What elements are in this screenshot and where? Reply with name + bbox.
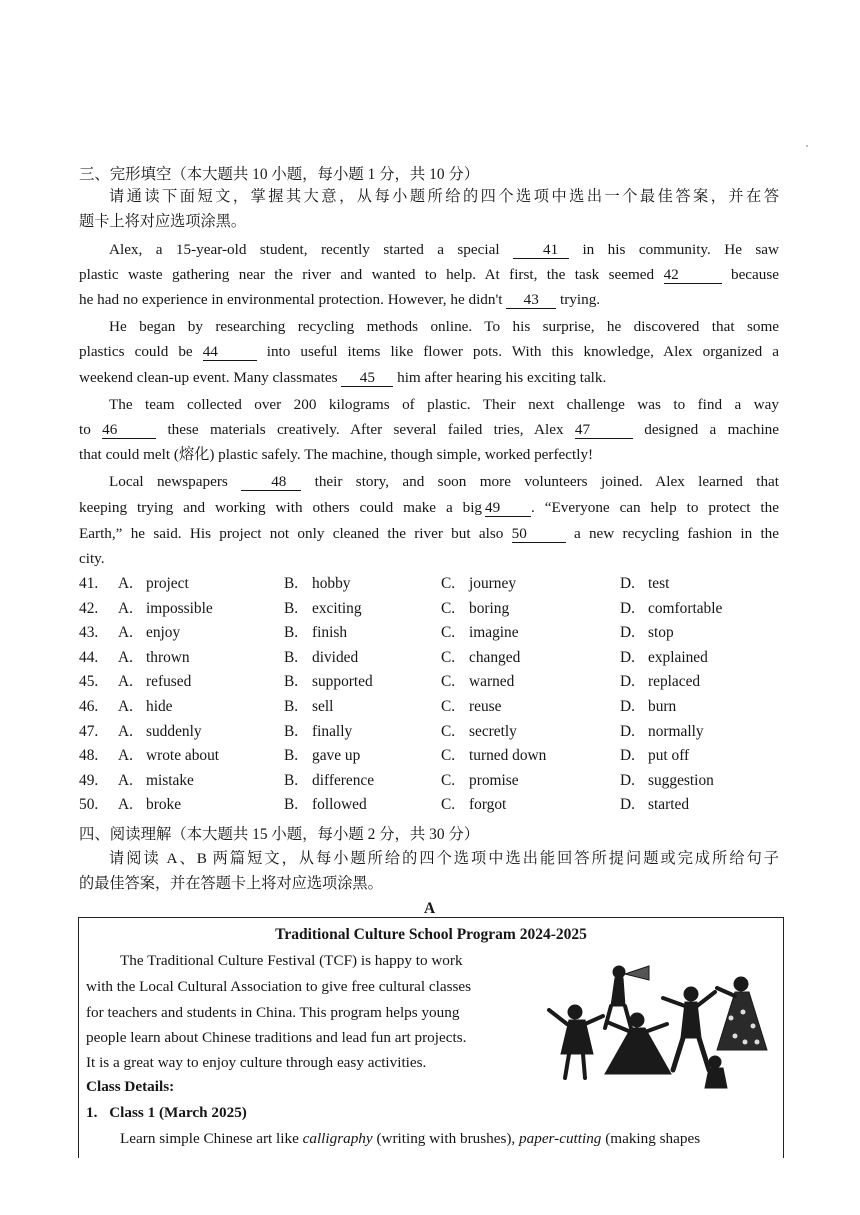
- question-number: 46.: [79, 698, 99, 715]
- option-c-text: imagine: [469, 624, 519, 641]
- blank-49: 49: [485, 499, 531, 517]
- passage-text: he had no experience in environmental protection. However, he didn't: [79, 291, 503, 308]
- section4-heading: 四、阅读理解（本大题共 15 小题，每小题 2 分，共 30 分）: [79, 826, 480, 843]
- class1-text: (writing with brushes),: [372, 1130, 520, 1147]
- passage-line-2: [79, 264, 779, 286]
- option-c-text: warned: [469, 673, 515, 690]
- passage-line-5: [79, 341, 779, 363]
- program-line-2: with the Local Cultural Association to give free cultural classes: [86, 978, 472, 995]
- option-a-text: refused: [146, 673, 192, 690]
- option-letter-b: B.: [284, 624, 299, 641]
- passage-line-3: [79, 289, 779, 311]
- option-letter-b: B.: [284, 747, 299, 764]
- scan-speck: [806, 145, 808, 147]
- option-letter-d: D.: [620, 649, 635, 666]
- option-a-text: impossible: [146, 600, 213, 617]
- option-c-text: reuse: [469, 698, 502, 715]
- option-b-text: finally: [312, 723, 353, 740]
- blank-50: 50: [512, 525, 566, 543]
- passage-line-13: city.: [79, 550, 105, 567]
- option-letter-d: D.: [620, 747, 635, 764]
- question-number: 45.: [79, 673, 99, 690]
- passage-line-7: The team collected over 200 kilograms of plastic. Their next challenge was to find a way: [109, 396, 779, 413]
- option-d-text: burn: [648, 698, 677, 715]
- class1-number: 1.: [86, 1104, 98, 1121]
- passage-line-9: that could melt (熔化) plastic safely. The machine, though simple, worked perfectly!: [79, 446, 594, 463]
- passage-text: a new recycling fashion in the: [573, 525, 780, 542]
- option-a-text: project: [146, 575, 189, 592]
- option-letter-c: C.: [441, 649, 456, 666]
- program-line-5: It is a great way to enjoy culture through easy activities.: [86, 1054, 427, 1071]
- passage-line-6: [79, 367, 779, 389]
- option-a-text: thrown: [146, 649, 190, 666]
- passage-text: Earth,” he said. His project not only cleaned the river but also: [79, 525, 504, 542]
- question-number: 44.: [79, 649, 99, 666]
- passage-line-8: [79, 419, 779, 441]
- option-letter-a: A.: [118, 747, 133, 764]
- option-letter-d: D.: [620, 772, 635, 789]
- question-number: 48.: [79, 747, 99, 764]
- passage-line-12: [79, 523, 779, 545]
- option-c-text: promise: [469, 772, 519, 789]
- question-number: 49.: [79, 772, 99, 789]
- option-letter-d: D.: [620, 673, 635, 690]
- passage-line-11: [79, 497, 779, 519]
- option-b-text: finish: [312, 624, 348, 641]
- passage-text: keeping trying and working with others could make a big: [79, 499, 483, 516]
- option-b-text: supported: [312, 673, 373, 690]
- passage-text: designed a machine: [644, 421, 780, 438]
- section3-heading: 三、完形填空（本大题共 10 小题，每小题 1 分，共 10 分）: [79, 166, 480, 183]
- option-letter-a: A.: [118, 772, 133, 789]
- option-b-text: difference: [312, 772, 375, 789]
- option-letter-d: D.: [620, 698, 635, 715]
- passage-text: their story, and soon more volunteers joined. Alex learned that: [314, 473, 780, 490]
- option-d-text: put off: [648, 747, 690, 764]
- blank-42: 42: [664, 266, 722, 284]
- question-number: 50.: [79, 796, 99, 813]
- option-letter-c: C.: [441, 575, 456, 592]
- option-letter-a: A.: [118, 796, 133, 813]
- passage-text: . “Everyone can help to protect the: [531, 499, 779, 516]
- option-letter-b: B.: [284, 723, 299, 740]
- section4-instruction-1: 请阅读 A、B 两篇短文，从每小题所给的四个选项中选出能回答所提问题或完成所给句子: [109, 850, 779, 867]
- blank-48: 48: [241, 473, 301, 491]
- blank-43: 43: [506, 291, 556, 309]
- question-number: 47.: [79, 723, 99, 740]
- option-letter-d: D.: [620, 600, 635, 617]
- option-letter-c: C.: [441, 600, 456, 617]
- option-letter-a: A.: [118, 698, 133, 715]
- option-d-text: replaced: [648, 673, 701, 690]
- passage-text: into useful items like flower pots. With this knowledge, Alex organized a: [266, 343, 780, 360]
- passage-line-4: He began by researching recycling methods online. To his surprise, he discovered that some: [109, 318, 779, 335]
- option-a-text: hide: [146, 698, 173, 715]
- passage-text: Local newspapers: [109, 473, 228, 490]
- option-a-text: wrote about: [146, 747, 220, 764]
- option-a-text: suddenly: [146, 723, 202, 740]
- option-letter-b: B.: [284, 575, 299, 592]
- class1-text: Learn simple Chinese art like: [120, 1130, 303, 1147]
- class1-heading: [86, 1102, 247, 1124]
- class-details-heading: Class Details:: [86, 1078, 175, 1095]
- option-b-text: sell: [312, 698, 334, 715]
- question-number: 42.: [79, 600, 99, 617]
- blank-44: 44: [203, 343, 257, 361]
- passage-text: Alex, a 15-year-old student, recently started a special: [109, 241, 500, 258]
- option-letter-d: D.: [620, 575, 635, 592]
- option-letter-c: C.: [441, 698, 456, 715]
- section3-instruction-2: 题卡上将对应选项涂黑。: [79, 213, 247, 230]
- section3-instruction-1: 请通读下面短文，掌握其大意，从每小题所给的四个选项中选出一个最佳答案，并在答: [109, 188, 779, 205]
- option-b-text: exciting: [312, 600, 362, 617]
- option-letter-a: A.: [118, 575, 133, 592]
- option-d-text: started: [648, 796, 690, 813]
- option-letter-a: A.: [118, 673, 133, 690]
- option-c-text: changed: [469, 649, 521, 666]
- option-d-text: normally: [648, 723, 704, 740]
- paper-cutting-term: paper-cutting: [519, 1130, 602, 1147]
- program-line-1: The Traditional Culture Festival (TCF) is happy to work: [120, 952, 463, 969]
- option-letter-c: C.: [441, 747, 456, 764]
- passage-text: him after hearing his exciting talk.: [397, 369, 607, 386]
- option-letter-d: D.: [620, 796, 635, 813]
- option-c-text: forgot: [469, 796, 507, 813]
- passage-text: weekend clean-up event. Many classmates: [79, 369, 338, 386]
- blank-41: 41: [513, 241, 569, 259]
- passage-text: plastics could be: [79, 343, 193, 360]
- program-line-3: for teachers and students in China. This program helps young: [86, 1004, 460, 1021]
- option-d-text: stop: [648, 624, 674, 641]
- option-d-text: explained: [648, 649, 708, 666]
- option-d-text: comfortable: [648, 600, 723, 617]
- option-letter-a: A.: [118, 600, 133, 617]
- option-c-text: boring: [469, 600, 510, 617]
- class1-description: [120, 1128, 700, 1150]
- passage-a-label: A: [424, 900, 436, 917]
- option-d-text: test: [648, 575, 670, 592]
- class1-title: Class 1 (March 2025): [109, 1104, 247, 1121]
- program-title: Traditional Culture School Program 2024-2025: [275, 926, 587, 943]
- passage-text: trying.: [560, 291, 601, 308]
- option-letter-a: A.: [118, 624, 133, 641]
- question-number: 41.: [79, 575, 99, 592]
- option-letter-d: D.: [620, 723, 635, 740]
- option-letter-b: B.: [284, 698, 299, 715]
- option-d-text: suggestion: [648, 772, 714, 789]
- passage-text: plastic waste gathering near the river and wanted to help. At first, the task seemed: [79, 266, 655, 283]
- program-box: [78, 917, 784, 1158]
- option-letter-b: B.: [284, 673, 299, 690]
- option-c-text: turned down: [469, 747, 547, 764]
- option-letter-c: C.: [441, 772, 456, 789]
- option-letter-c: C.: [441, 673, 456, 690]
- program-line-4: people learn about Chinese traditions and lead fun art projects.: [86, 1029, 467, 1046]
- option-letter-b: B.: [284, 772, 299, 789]
- option-c-text: journey: [469, 575, 517, 592]
- blank-47: 47: [575, 421, 633, 439]
- blank-45: 45: [341, 369, 393, 387]
- option-letter-c: C.: [441, 723, 456, 740]
- section4-instruction-2: 的最佳答案，并在答题卡上将对应选项涂黑。: [79, 875, 383, 892]
- option-a-text: broke: [146, 796, 182, 813]
- option-c-text: secretly: [469, 723, 517, 740]
- question-number: 43.: [79, 624, 99, 641]
- option-letter-c: C.: [441, 796, 456, 813]
- passage-text: in his community. He saw: [582, 241, 780, 258]
- blank-46: 46: [102, 421, 156, 439]
- option-a-text: mistake: [146, 772, 194, 789]
- option-letter-d: D.: [620, 624, 635, 641]
- passage-text: these materials creatively. After several failed tries, Alex: [167, 421, 564, 438]
- option-letter-b: B.: [284, 649, 299, 666]
- dancers-illustration: [545, 958, 771, 1094]
- passage-text: to: [79, 421, 91, 438]
- option-b-text: hobby: [312, 575, 351, 592]
- option-letter-b: B.: [284, 600, 299, 617]
- option-b-text: followed: [312, 796, 367, 813]
- option-b-text: gave up: [312, 747, 361, 764]
- passage-line-10: [79, 471, 779, 493]
- passage-text: because: [730, 266, 780, 283]
- option-letter-a: A.: [118, 723, 133, 740]
- option-letter-c: C.: [441, 624, 456, 641]
- option-b-text: divided: [312, 649, 359, 666]
- option-letter-a: A.: [118, 649, 133, 666]
- option-a-text: enjoy: [146, 624, 181, 641]
- class1-text: (making shapes: [601, 1130, 701, 1147]
- calligraphy-term: calligraphy: [302, 1130, 373, 1147]
- option-letter-b: B.: [284, 796, 299, 813]
- passage-line-1: [79, 239, 779, 261]
